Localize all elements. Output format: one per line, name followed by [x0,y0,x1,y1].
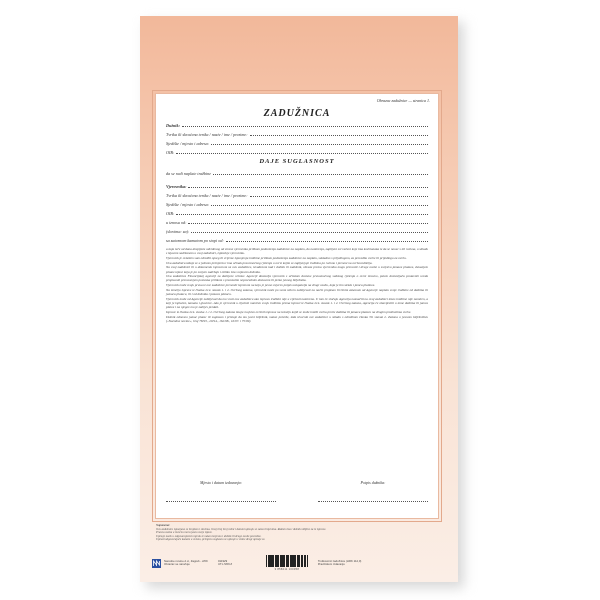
debtor-name-label: Tvrtka ili skraćena tvrtka / naziv / ime / prezime: [166,132,248,137]
note-item: Upisuje naziv u odgovarajućem mjestu te nakon izvjesno i dužnik ili druge osobe posredne. [156,533,262,538]
note-item: Pravna osoba u izvornu mora jasno svoje izjave. [156,530,213,535]
form-code-b: UT-I-5/09 Z [218,562,233,566]
creditor-oib-label: OIB: [166,211,175,216]
document-sheet [140,16,458,582]
place-date-line[interactable] [166,491,276,502]
debtor-address-row [166,137,428,146]
amount-words-row [166,225,428,234]
creditor-oib-line[interactable] [176,214,428,215]
amount-row [166,216,428,225]
creditor-line[interactable] [188,187,428,188]
creditor-label: Vjerovnika: [166,184,187,189]
consent-label: da se radi naplate tražbine [166,171,212,176]
legal-paragraph: Ova zadužnica izdaje se u jednom primjerku i ima učinak pravomoćnog rješenja o ovrsi kojim se zapljenjuje tražbina po računu i prenosi na ovrhovoditelja. [166,260,373,265]
legal-paragraph: Vjerovnik je ovlašten sam odrediti opseg ili vrijeme ispunjenja tražbine prilikom podnošenja zadužnice na naplatu, sukladno s prijedlogom, za provedbu ovrhe ili prijedlogu za ovrhu. [166,255,407,260]
notes-title: Napomena: [156,523,170,527]
fill-line[interactable] [182,126,428,127]
interest-line[interactable] [226,241,428,242]
amount-words-label: (slovima: za): [166,229,190,234]
consent-row [166,167,428,176]
publisher-line: Narodne novine d.d., Zagreb - 2/09 [164,558,208,563]
legal-paragraph: Dužnik odnosno jamac platac ili suglasan i pristaje da mu javni bilježnik, nakon potvrde, izda izvornik ove zadužnice u skladu s odredbom članka 30. stavak 2. Zakona o javnom bilježništvu (»Narodne novine«, broj 78/93., 29/94., 162/98., 16/07. i 75/09). [166,314,428,323]
footer-right-line: Pravilnikom izdavanju [317,562,345,566]
amount-label: u iznosu od: [166,220,187,225]
legal-paragraph: Vjerovnik može od Agencije zahtijevati da mu vrati ovu zadužnicu ako ispravu tražbini nije u cijelosti namirena. U tom će slučaju Agencija naznačiti na ovoj zadužnici iznos tražbine nije namiren, a koji je isplaćen, kamata i glavnice. Ako je vjerovnik u cijelosti namiren svoju tražbinu prema ispravi iz članka 214. stavak 1. i 2. Ovršnog zakona, Agencija će obavijestiti o tome dužnika ili jamca platca i na njegov mu je zahtjev predati. [166,296,428,310]
barcode-number: 3 856011 100058 [274,567,300,571]
debtor-oib-label: OIB: [166,150,175,155]
barcode-bar [307,555,308,567]
debtor-signature-label: Potpis dužnika: [360,480,386,485]
creditor-row [166,180,428,189]
legal-paragraph: Na ovoj zadužnici ili u dokumentu ispravnom uz ovu zadužnicu, izvađenom kad i dužnik ili sudužnik, obveza prema vjerovniku mogu prenositi i druge osobe u svojstvu jamaca plataca, davanjem pisane izjave koja je po svojem sadržaju i obliku ista s izjavom dužnika. [166,265,428,274]
creditor-name-row [166,189,428,198]
amount-words-line[interactable] [191,232,428,233]
debtor-name-line[interactable] [250,135,428,136]
debtor-oib-line[interactable] [176,153,428,154]
document-footer [152,552,446,574]
debtor-address-line[interactable] [211,144,428,145]
creditor-name-line[interactable] [250,196,428,197]
publisher-line: Obrazac se naručuje [164,562,190,566]
signature-area [166,480,428,502]
publisher-logo-icon [152,559,161,568]
creditor-oib-row [166,207,428,216]
consent-title: DAJE SUGLASNOST [259,158,335,165]
footer-right-info [318,560,362,567]
debtor-signature-line[interactable] [318,491,428,502]
debtor-address-label: Sjedište / mjesto i adresa: [166,141,210,146]
footer-right-line: Troškovnici zadužnice (HRK 112,0) [317,558,362,563]
debtor-label: Dužnik: [166,123,180,128]
legal-paragraph: Na temelju isprave iz članka 214. stavak 1. i 2. Ovršnog zakona, vjerovnik može po svom izboru zahtijevati na način propisan Ovršnim zakonom od Agencije naplatu svoje tražbine od dužnika ili jamaca platacu, ili i od dužnika i jamaca platacu. [166,287,428,297]
creditor-address-line[interactable] [211,205,428,206]
legal-paragraph: Isprave iz članka 214. stavka 1. i 2. Ovršnog zakona imaju svojstvo ovršnih isprava na temelju kojih se može tražiti ovrha protiv dužnika ili jamaca platacu na drugim predmetima ovrhe. [166,309,412,314]
debtor-oib-row [166,146,428,155]
debtor-name-row [166,128,428,137]
document-title: ZADUŽNICA [263,108,331,119]
interest-label: sa zateznom kamatom po stopi od: [166,238,224,243]
amount-line[interactable] [188,223,428,224]
notes-section [156,524,442,542]
form-code [218,560,244,567]
note-item: Upisati odgovarajuće kamate u ovisno, primjeno suglasno se upisuje u visine drugi upisuje se. [156,537,266,542]
legal-paragraph: Vjerovnik može svoju prava iz ove zadužnice prenositi isprenom na koju je javno ovjeren potpis ustupatelja na drugi osobu, koja je tim stekla i jamca platioca. [166,283,376,288]
form-code-a: 011929 [218,558,228,563]
legal-paragraph: a koja teče od dana dospijeća određenog od strane vjerovnika prilikom podnošenja zadužnice na naplatu, do namirenja, zaplijeni svi računi koje ima kod banaka te da se novac s tih računa, u skladu s izjavom sadržanom u ovoj zadužnici, isplaćuje vjerovniku. [166,247,428,256]
creditor-name-label: Tvrtka ili skraćena tvrtka / naziv / ime / prezime: [166,193,248,198]
consent-line[interactable] [213,174,428,175]
debtor-row [166,119,428,128]
page-number: Obrazac zadužnice — stranica 1. [376,98,430,103]
creditor-address-label: Sjedište / mjesto i adresa: [166,202,210,207]
document-body [155,93,439,519]
legal-paragraph: Ova zadužnica Financijskoj agenciji za dužnjene urbota: Agenciji dostavlja vjerovnik s učinkom dostave pravomoćnog sudskog rješenja o ovrsi izravno, putem dostavljača postavnih ureda propisanih prenosenjem postavka prilikom s preostalim neposrednim dostavom ili preko javnog bilježnika. [166,274,428,283]
publisher-info [164,560,216,567]
interest-row [166,234,428,243]
debtor-signature-block [318,480,428,502]
place-date-block [166,480,276,502]
creditor-address-row [166,198,428,207]
place-date-label: Mjesto i datum izdavanja: [200,480,242,485]
document-frame [152,90,442,522]
barcode-bars [266,555,308,567]
barcode [266,555,308,571]
legal-text [166,247,428,323]
note-item: Ovu zadužnicu ispunjava se brojkom i slovima. Ovaj broj broj redni i datumi upisuju se samo brojevima. Radom ima i dužnik vidljivo za te isprave. [156,526,327,531]
